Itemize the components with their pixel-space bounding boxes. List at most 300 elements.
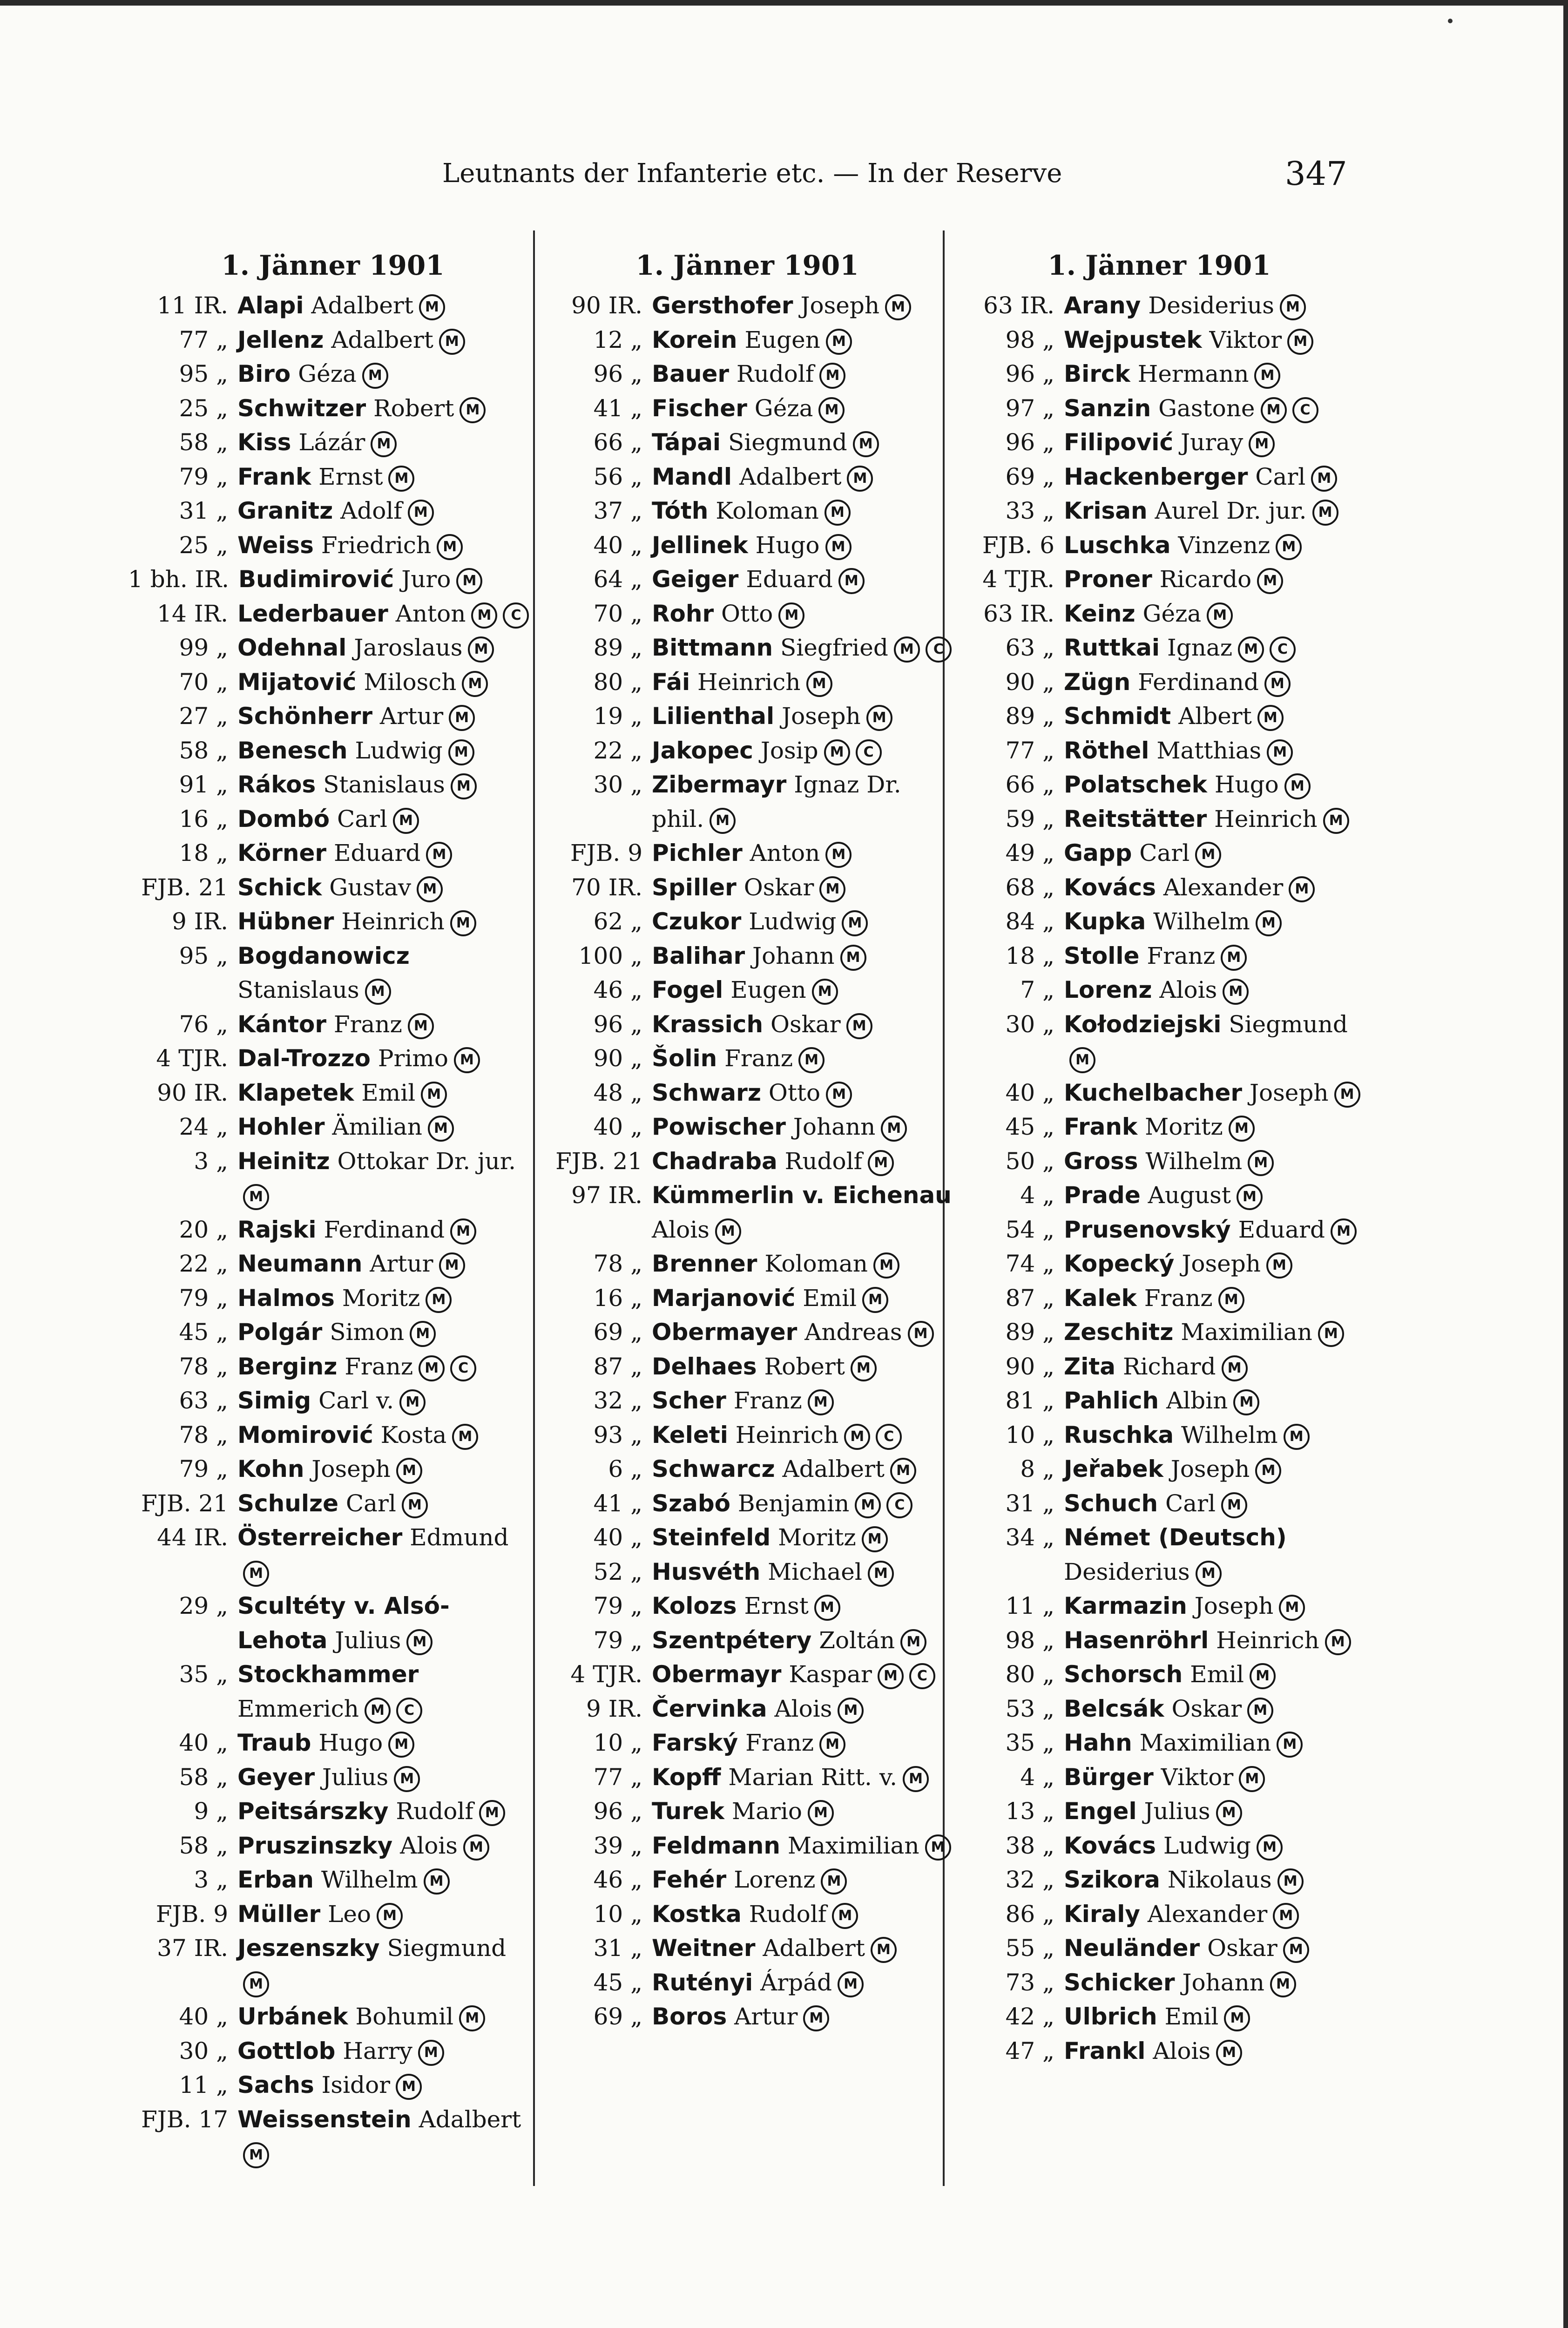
regiment-number [128, 1897, 237, 1932]
circled-m-icon: M [873, 1252, 899, 1279]
regiment-type: „ [630, 531, 642, 559]
surname: Hasenröhrl [1064, 1626, 1209, 1654]
circled-m-icon: M [1222, 1355, 1248, 1381]
list-item [128, 2103, 538, 2171]
surname: Zibermayr [652, 771, 787, 798]
surname: Gottlob [237, 2037, 336, 2064]
given-name: Alexander [1147, 1900, 1268, 1928]
officer-entry [1064, 802, 1364, 837]
given-name: Eduard [746, 566, 833, 593]
circled-c-icon: C [909, 1663, 935, 1689]
regiment-type: IR. [194, 908, 228, 935]
given-name: Eduard [333, 839, 421, 866]
list-item [542, 1931, 952, 1966]
regiment-type: „ [630, 1866, 642, 1893]
regiment-id: 4 [1020, 1763, 1035, 1791]
regiment-id: 78 [179, 1421, 209, 1448]
regiment-type: „ [1042, 1763, 1054, 1791]
regiment-number [542, 905, 652, 939]
officer-entry [1064, 1589, 1364, 1624]
officer-entry [237, 1384, 538, 1418]
regiment-id: 98 [1005, 1626, 1035, 1654]
given-name: Oskar [770, 1010, 841, 1038]
given-name: Primo [378, 1045, 448, 1072]
given-name: Desiderius [1064, 1558, 1190, 1585]
given-name: Otto [768, 1079, 821, 1106]
given-name: Rudolf [749, 1900, 827, 1928]
circled-c-icon: C [396, 1698, 422, 1724]
surname: Tóth [652, 497, 709, 524]
list-item [128, 1008, 538, 1042]
officer-entry [237, 1897, 538, 1932]
regiment-number [128, 1794, 237, 1829]
regiment-number [542, 768, 652, 802]
list-item [542, 1726, 952, 1760]
regiment-id: 48 [593, 1079, 623, 1106]
list-item [954, 1452, 1364, 1487]
regiment-number [954, 1281, 1064, 1316]
surname: Jellinek [652, 531, 748, 559]
list-item [954, 1418, 1364, 1453]
regiment-id: 41 [593, 394, 623, 422]
given-name: Alois [400, 1832, 458, 1859]
regiment-number [542, 836, 652, 871]
regiment-number [128, 1589, 237, 1624]
surname: Erban [237, 1866, 314, 1893]
regiment-id: 81 [1005, 1387, 1035, 1414]
surname: Czukor [652, 908, 742, 935]
list-item [128, 289, 538, 323]
list-item [954, 1589, 1364, 1624]
surname: Kovács [1064, 873, 1156, 901]
list-item [542, 1178, 952, 1247]
circled-m-icon: M [821, 1868, 847, 1895]
list-item [542, 1008, 952, 1042]
regiment-type: „ [216, 1729, 228, 1756]
list-item [954, 460, 1364, 494]
regiment-id: 59 [1005, 805, 1035, 832]
list-item [954, 631, 1364, 665]
circled-m-icon: M [798, 1047, 825, 1073]
surname: Engel [1064, 1798, 1137, 1825]
given-name: Joseph [1194, 1592, 1274, 1619]
circled-m-icon: M [812, 979, 838, 1005]
regiment-number [954, 1213, 1064, 1247]
regiment-number [542, 1008, 652, 1042]
officer-entry [652, 1042, 952, 1076]
regiment-number [128, 836, 237, 871]
circled-m-icon: M [838, 568, 865, 594]
regiment-number [542, 392, 652, 426]
circled-m-icon: M [396, 1458, 422, 1484]
regiment-number [542, 597, 652, 631]
regiment-id: 11 [1005, 1592, 1035, 1619]
surname: Gross [1064, 1147, 1138, 1175]
regiment-id: 11 [179, 2071, 209, 2098]
regiment-number [954, 289, 1064, 323]
list-item [128, 392, 538, 426]
regiment-type: IR. [194, 1935, 228, 1962]
list-item [128, 1794, 538, 1829]
surname: Ulbrich [1064, 2003, 1157, 2030]
list-item [542, 699, 952, 734]
column-heading: 1. Jänner 1901 [221, 250, 445, 281]
surname: Benesch [237, 737, 348, 764]
given-name: Edmund [410, 1524, 509, 1551]
officer-entry [237, 528, 538, 563]
regiment-id: 40 [593, 1113, 623, 1140]
regiment-type: „ [216, 2071, 228, 2098]
regiment-number [954, 460, 1064, 494]
surname: Bogdanowicz [237, 942, 410, 969]
circled-m-icon: M [396, 2074, 422, 2100]
regiment-type: „ [1042, 394, 1054, 422]
surname: Turek [652, 1798, 725, 1825]
officer-entry [652, 1589, 952, 1624]
given-name: Carl [1139, 839, 1190, 866]
regiment-number [954, 2000, 1064, 2034]
officer-entry [652, 392, 952, 426]
given-name: Franz [1147, 942, 1216, 969]
regiment-type: „ [630, 360, 642, 387]
regiment-number [542, 734, 652, 768]
surname: Sachs [237, 2071, 314, 2098]
circled-m-icon: M [825, 534, 852, 560]
officer-entry [652, 1726, 952, 1760]
regiment-id: 90 [593, 1045, 623, 1072]
surname: Krisan [1064, 497, 1148, 524]
list-item [128, 905, 538, 939]
officer-entry [652, 1692, 952, 1726]
regiment-type: „ [216, 394, 228, 422]
given-name: Gastone [1158, 394, 1255, 422]
list-item [954, 1624, 1364, 1658]
circled-m-icon: M [243, 1561, 269, 1587]
regiment-number [954, 1076, 1064, 1110]
officer-entry [237, 357, 538, 392]
surname: Kovács [1064, 1832, 1156, 1859]
list-item [542, 426, 952, 460]
officer-entry [1064, 1384, 1364, 1418]
regiment-type: „ [216, 1113, 228, 1140]
regiment-type: „ [1042, 1489, 1054, 1517]
surname: Kupka [1064, 908, 1146, 935]
circled-c-icon: C [926, 636, 952, 663]
given-name: Siegmund [1229, 1010, 1348, 1038]
given-name: Aurel Dr. jur. [1155, 497, 1307, 524]
officer-entry [1064, 1281, 1364, 1316]
regiment-id: 22 [593, 737, 623, 764]
regiment-id: 44 [157, 1524, 187, 1551]
circled-m-icon: M [399, 1389, 426, 1415]
list-item [954, 1110, 1364, 1144]
circled-m-icon: M [825, 842, 852, 868]
regiment-number [954, 1589, 1064, 1624]
circled-m-icon: M [900, 1629, 926, 1655]
list-item [954, 1350, 1364, 1384]
list-item [954, 1281, 1364, 1316]
circled-m-icon: M [818, 397, 845, 423]
regiment-number [954, 1829, 1064, 1863]
regiment-number [128, 734, 237, 768]
list-item [128, 1452, 538, 1487]
surname: Kolozs [652, 1592, 737, 1619]
circled-m-icon: M [1261, 397, 1287, 423]
regiment-id: 90 [1005, 1353, 1035, 1380]
given-name: Julius [1144, 1798, 1210, 1825]
regiment-number [542, 1350, 652, 1384]
given-name: Artur [370, 1250, 433, 1277]
list-item [542, 734, 952, 768]
regiment-id: 9 [586, 1695, 601, 1722]
officer-entry [237, 1658, 538, 1726]
officer-entry [652, 528, 952, 563]
given-name: Koloman [764, 1250, 868, 1277]
surname: Hohler [237, 1113, 325, 1140]
circled-m-icon: M [1216, 1800, 1242, 1826]
officer-entry [652, 1076, 952, 1110]
officer-entry [237, 1213, 538, 1247]
circled-m-icon: M [853, 431, 879, 457]
surname: Jeszenszky [237, 1935, 380, 1962]
circled-m-icon: M [1249, 431, 1275, 457]
given-name: Siegmund [728, 429, 847, 456]
surname: Szikora [1064, 1866, 1160, 1893]
list-item [128, 1863, 538, 1897]
list-item [954, 1897, 1364, 1932]
circled-m-icon: M [1267, 739, 1293, 765]
list-item [954, 1692, 1364, 1726]
regiment-id: 79 [593, 1592, 623, 1619]
regiment-id: 13 [1005, 1798, 1035, 1825]
officer-entry [652, 1350, 952, 1384]
regiment-id: 40 [1005, 1079, 1035, 1106]
regiment-id: 58 [179, 429, 209, 456]
regiment-id: 33 [1005, 497, 1035, 524]
officer-entry [1064, 1760, 1364, 1795]
regiment-id: 89 [1005, 703, 1035, 730]
regiment-type: „ [1042, 2003, 1054, 2030]
officer-entry [237, 1144, 538, 1213]
officer-entry [237, 1315, 538, 1350]
regiment-type: TJR. [178, 1045, 228, 1072]
circled-c-icon: C [503, 602, 529, 629]
surname: Delhaes [652, 1353, 757, 1380]
list-item [542, 1658, 952, 1692]
circled-m-icon: M [448, 739, 474, 765]
surname: Weissenstein [237, 2105, 412, 2133]
circled-m-icon: M [808, 1389, 834, 1415]
surname: Chadraba [652, 1147, 777, 1175]
circled-m-icon: M [1311, 466, 1337, 492]
given-name: Ricardo [1159, 566, 1252, 593]
regiment-id: 3 [194, 1147, 209, 1175]
regiment-id: 9 [171, 908, 187, 935]
regiment-number [542, 426, 652, 460]
given-name: Hugo [318, 1729, 383, 1756]
surname: Korein [652, 326, 737, 353]
officer-entry [237, 1726, 538, 1760]
regiment-id: 96 [593, 360, 623, 387]
regiment-id: 11 [157, 292, 187, 319]
circled-m-icon: M [437, 534, 463, 560]
surname: Farský [652, 1729, 738, 1756]
list-item [128, 528, 538, 563]
regiment-type: IR. [608, 1695, 642, 1722]
regiment-number [954, 562, 1064, 597]
regiment-id: 95 [179, 360, 209, 387]
list-item [542, 1897, 952, 1932]
officer-entry [652, 1247, 952, 1281]
list-item [542, 1110, 952, 1144]
circled-m-icon: M [778, 602, 804, 629]
regiment-type: „ [1042, 1113, 1054, 1140]
circled-m-icon: M [1229, 1116, 1255, 1142]
regiment-id: 73 [1005, 1969, 1035, 1996]
circled-c-icon: C [450, 1355, 476, 1381]
regiment-number [128, 1281, 237, 1316]
surname: Polatschek [1064, 771, 1207, 798]
list-item [954, 2034, 1364, 2069]
surname: Ruttkai [1064, 634, 1160, 661]
surname: Fehér [652, 1866, 727, 1893]
regiment-number [542, 2000, 652, 2034]
given-name: Julius [322, 1763, 389, 1791]
regiment-type: „ [1042, 1387, 1054, 1414]
regiment-type: „ [216, 531, 228, 559]
list-item [128, 323, 538, 358]
regiment-type: „ [1042, 1969, 1054, 1996]
officer-entry [237, 1521, 538, 1589]
regiment-type: „ [216, 1421, 228, 1448]
entry-list [542, 289, 952, 2034]
regiment-id: 35 [179, 1661, 209, 1688]
regiment-id: 69 [593, 2003, 623, 2030]
regiment-id: FJB. 21 [141, 1489, 228, 1517]
column-heading: 1. Jänner 1901 [635, 250, 859, 281]
regiment-type: „ [216, 668, 228, 696]
regiment-number [542, 699, 652, 734]
surname: Szabó [652, 1489, 730, 1517]
officer-entry [652, 973, 952, 1008]
officer-entry [652, 562, 952, 597]
list-item [128, 734, 538, 768]
officer-entry [237, 1247, 538, 1281]
officer-entry [652, 1555, 952, 1590]
list-item [128, 460, 538, 494]
regiment-number [128, 699, 237, 734]
surname: Kostka [652, 1900, 742, 1928]
regiment-number [128, 562, 238, 597]
regiment-type: „ [216, 839, 228, 866]
regiment-id: 4 [156, 1045, 171, 1072]
circled-m-icon: M [402, 1492, 428, 1518]
list-item [954, 1384, 1364, 1418]
given-name: Bohumil [355, 2003, 454, 2030]
given-name: Emil [803, 1284, 857, 1312]
officer-entry [652, 631, 952, 665]
regiment-number [128, 802, 237, 837]
officer-entry [652, 2000, 952, 2034]
surname: Pruszinszky [237, 1832, 393, 1859]
given-name: Juro [401, 566, 451, 593]
officer-entry [652, 1966, 952, 2000]
officer-entry [1064, 665, 1364, 700]
regiment-id: 31 [593, 1935, 623, 1962]
regiment-type: „ [630, 634, 642, 661]
officer-entry [237, 802, 538, 837]
regiment-id: 63 [983, 292, 1013, 319]
regiment-type: „ [630, 1489, 642, 1517]
officer-entry [1064, 768, 1364, 802]
given-name: Simon [330, 1319, 405, 1346]
list-item [128, 1487, 538, 1521]
regiment-number [954, 392, 1064, 426]
circled-m-icon: M [393, 808, 419, 834]
circled-m-icon: M [450, 910, 476, 936]
given-name: Stanislaus [323, 771, 445, 798]
officer-entry [237, 392, 538, 426]
surname: Filipović [1064, 429, 1174, 456]
given-name: Franz [733, 1387, 802, 1414]
given-name: Lázár [298, 429, 365, 456]
officer-entry [652, 1624, 952, 1658]
regiment-id: 86 [1005, 1900, 1035, 1928]
regiment-number [128, 1110, 237, 1144]
regiment-type: IR. [194, 1079, 228, 1106]
regiment-number [542, 1178, 652, 1213]
surname: Weitner [652, 1935, 756, 1962]
surname: Sanzin [1064, 394, 1151, 422]
surname: Zügn [1064, 668, 1131, 696]
officer-entry [237, 1794, 538, 1829]
surname: Urbánek [237, 2003, 348, 2030]
circled-m-icon: M [243, 2142, 269, 2168]
given-name: Milosch [364, 668, 457, 696]
regiment-type: „ [630, 668, 642, 696]
officer-entry [652, 1794, 952, 1829]
list-item [954, 426, 1364, 460]
list-item [128, 871, 538, 905]
regiment-number [542, 973, 652, 1008]
regiment-id: 24 [179, 1113, 209, 1140]
circled-m-icon: M [410, 1321, 436, 1347]
page-number: 347 [1285, 155, 1347, 193]
officer-entry [237, 1281, 538, 1316]
surname: Bittmann [652, 634, 773, 661]
officer-entry [237, 768, 538, 802]
regiment-id: 89 [1005, 1319, 1035, 1346]
regiment-type: „ [216, 1319, 228, 1346]
given-name: Ferdinand [324, 1216, 445, 1243]
surname: Mandl [652, 463, 732, 490]
circled-m-icon: M [868, 1561, 894, 1587]
regiment-id: 84 [1005, 908, 1035, 935]
regiment-number [542, 1624, 652, 1658]
regiment-number [954, 1144, 1064, 1179]
regiment-number [128, 426, 237, 460]
circled-m-icon: M [421, 1082, 447, 1108]
surname: Lorenz [1064, 976, 1152, 1003]
officer-entry [237, 1110, 538, 1144]
regiment-id: 96 [593, 1010, 623, 1038]
given-name: Johann [1182, 1969, 1264, 1996]
regiment-type: „ [1042, 1900, 1054, 1928]
regiment-id: 32 [593, 1387, 623, 1414]
list-item [542, 1589, 952, 1624]
scan-speck [1448, 19, 1453, 23]
given-name: Wilhelm [1145, 1147, 1243, 1175]
